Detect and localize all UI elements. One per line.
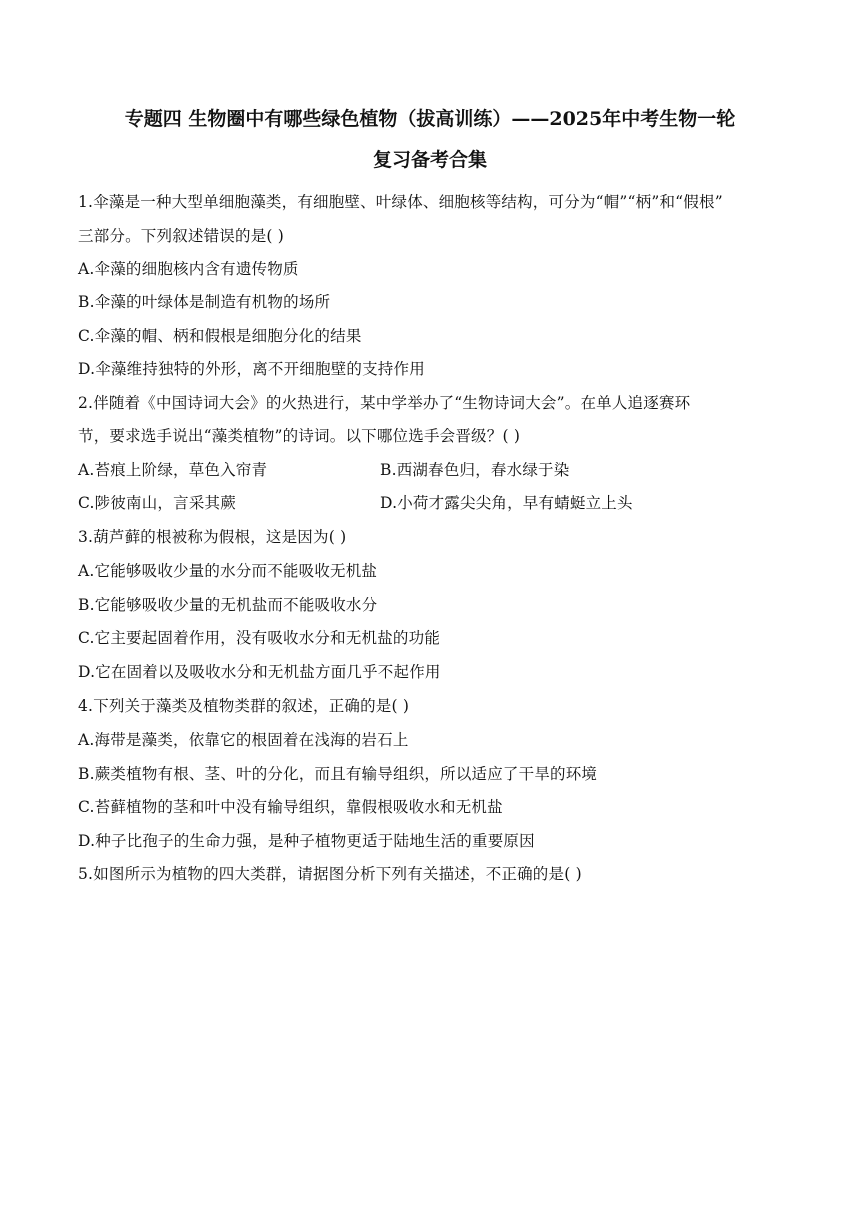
q2-option-d: D.小荷才露尖尖角，早有蜻蜓立上头 [380,494,633,512]
q4-option-b: B.蕨类植物有根、茎、叶的分化，而且有输导组织，所以适应了干旱的环境 [78,765,598,783]
q2-option-c: C.陟彼南山，言采其蕨 [78,494,236,512]
q2-stem-line-1: 2.伴随着《中国诗词大会》的火热进行，某中学举办了“生物诗词大会”。在单人追逐赛环 [78,394,691,412]
q1-option-a: A.伞藻的细胞核内含有遗传物质 [78,260,299,278]
q4-option-a: A.海带是藻类，依靠它的根固着在浅海的岩石上 [78,731,409,749]
q2-stem-line-2: 节，要求选手说出“藻类植物”的诗词。以下哪位选手会晋级？( ) [78,427,521,445]
q4-option-d: D.种子比孢子的生命力强，是种子植物更适于陆地生活的重要原因 [78,832,535,850]
q1-option-d: D.伞藻维持独特的外形，离不开细胞壁的支持作用 [78,360,425,378]
q2-option-a: A.苔痕上阶绿，草色入帘青 [78,461,268,479]
q3-option-b: B.它能够吸收少量的无机盐而不能吸收水分 [78,596,378,614]
q4-option-c: C.苔藓植物的茎和叶中没有输导组织，靠假根吸收水和无机盐 [78,798,503,816]
q1-stem-line-1: 1.伞藻是一种大型单细胞藻类，有细胞壁、叶绿体、细胞核等结构，可分为“帽”“柄”和“假根” [78,193,723,211]
title-line-2: 复习备考合集 [372,149,487,171]
q1-option-b: B.伞藻的叶绿体是制造有机物的场所 [78,293,331,311]
q3-option-a: A.它能够吸收少量的水分而不能吸收无机盐 [78,562,378,580]
q3-option-c: C.它主要起固着作用，没有吸收水分和无机盐的功能 [78,629,441,647]
q5-stem: 5.如图所示为植物的四大类群，请据图分析下列有关描述，不正确的是( ) [78,865,582,883]
q1-stem-line-2: 三部分。下列叙述错误的是( ) [78,227,285,245]
q1-option-c: C.伞藻的帽、柄和假根是细胞分化的结果 [78,327,362,345]
q4-stem: 4.下列关于藻类及植物类群的叙述，正确的是( ) [78,697,410,715]
title-line-1: 专题四 生物圈中有哪些绿色植物（拔高训练）——2025年中考生物一轮 [124,108,736,130]
q2-option-b: B.西湖春色归，春水绿于染 [380,461,570,479]
q3-stem: 3.葫芦藓的根被称为假根，这是因为( ) [78,528,347,546]
q3-option-d: D.它在固着以及吸收水分和无机盐方面几乎不起作用 [78,663,441,681]
